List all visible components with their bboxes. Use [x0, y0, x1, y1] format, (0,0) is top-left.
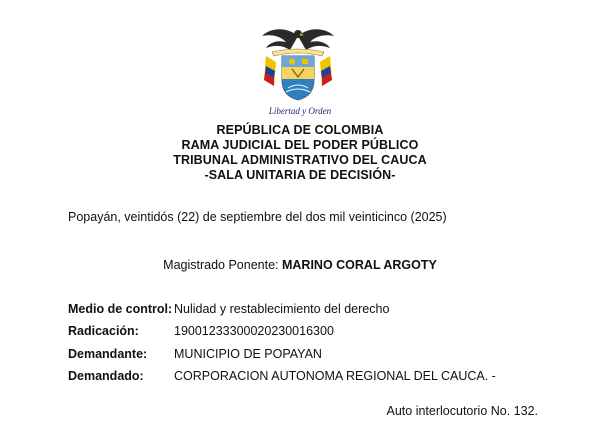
heading-republic: REPÚBLICA DE COLOMBIA [216, 123, 384, 137]
field-label: Medio de control: [68, 302, 173, 316]
field-value: Nulidad y restablecimiento del derecho [174, 302, 390, 316]
auto-number: Auto interlocutorio No. 132. [386, 404, 538, 418]
field-row-demandante [68, 346, 322, 362]
field-value: 19001233300020230016300 [174, 324, 334, 338]
field-label: Radicación: [68, 324, 139, 338]
field-value: MUNICIPIO DE POPAYAN [174, 347, 322, 361]
motto: Libertad y Orden [268, 106, 332, 116]
field-value: CORPORACION AUTONOMA REGIONAL DEL CAUCA. - [174, 369, 496, 383]
field-row-demandado [68, 368, 496, 384]
field-row-radicacion [68, 323, 334, 339]
heading-tribunal: TRIBUNAL ADMINISTRATIVO DEL CAUCA [173, 153, 427, 167]
field-label: Demandante: [68, 347, 148, 361]
coat-of-arms-icon [256, 22, 340, 106]
magistrado-line [0, 258, 600, 272]
heading-chamber: -SALA UNITARIA DE DECISIÓN- [204, 168, 396, 182]
field-row-medio-control [68, 301, 390, 317]
heading-branch: RAMA JUDICIAL DEL PODER PÚBLICO [181, 138, 419, 152]
magistrado-name: MARINO CORAL ARGOTY [281, 258, 437, 272]
field-label: Demandado: [68, 369, 144, 383]
magistrado-label: Magistrado Ponente: [163, 258, 282, 272]
place-date: Popayán, veintidós (22) de septiembre del dos mil veinticinco (2025) [68, 210, 447, 224]
